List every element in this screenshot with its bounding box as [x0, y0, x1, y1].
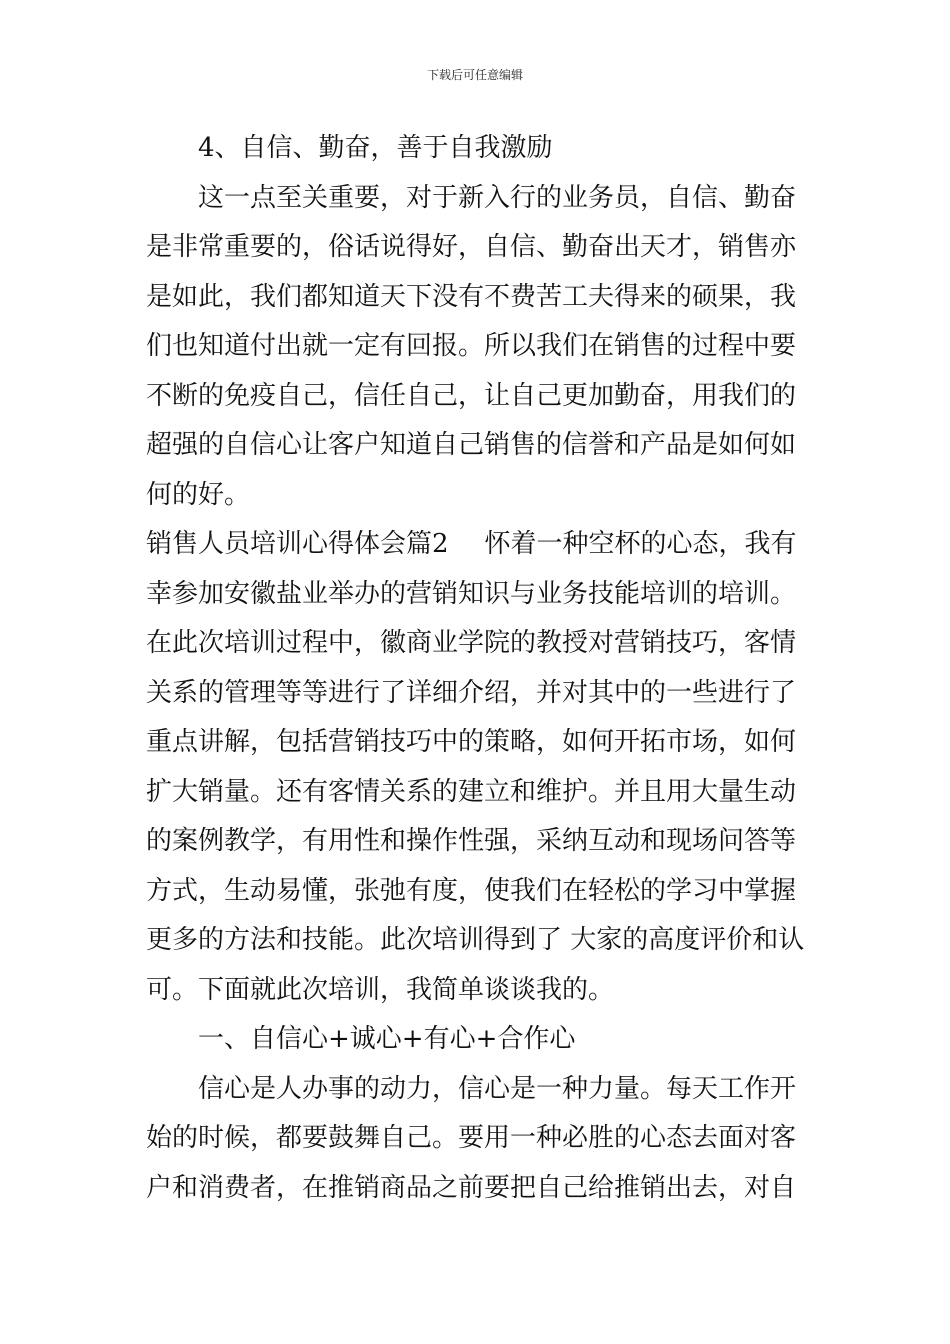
paragraph-line: 幸参加安徽盐业举办的营销知识与业务技能培训的培训。 [146, 578, 797, 609]
paragraph-line: 是如此，我们都知道天下没有不费苦工夫得来的硕果，我 [146, 281, 797, 312]
article-title: 销售人员培训心得体会篇2 [146, 529, 449, 559]
paragraph-line: 在此次培训过程中，徽商业学院的教授对营销技巧，客情 [146, 628, 797, 658]
paragraph-line: 信心是人办事的动力，信心是一种力量。每天工作开 [198, 1073, 797, 1104]
paragraph-line: 这一点至关重要，对于新入行的业务员，自信、勤奋 [198, 182, 797, 213]
paragraph-line: 关系的管理等等进行了详细介绍，并对其中的一些进行了 [146, 677, 797, 708]
paragraph-line: 们也知道付出就一定有回报。所以我们在销售的过程中要 [146, 331, 797, 361]
article-title-line [146, 520, 808, 570]
paragraph-line: 更多的方法和技能。此次培训得到了 大家的高度评价和认 [146, 925, 805, 955]
document-body [146, 124, 808, 1213]
paragraph-line: 是非常重要的，俗话说得好，自信、勤奋出天才，销售亦 [146, 232, 797, 262]
paragraph-line: 超强的自信心让客户知道自己销售的信誉和产品是如何如 [146, 430, 797, 460]
paragraph-line: 方式，生动易懂，张弛有度，使我们在轻松的学习中掌握 [146, 875, 797, 906]
paragraph-line: 户和消费者，在推销商品之前要把自己给推销出去，对自 [146, 1172, 797, 1203]
section-heading-1: 一、自信心+诚心+有心+合作心 [198, 1024, 576, 1054]
paragraph-line: 何的好。 [146, 479, 251, 510]
page-header: 下载后可任意编辑 [426, 68, 523, 82]
section-heading-4: 4、自信、勤奋，善于自我激励 [198, 133, 553, 163]
paragraph-line: 的案例教学，有用性和操作性强，采纳互动和现场问答等 [146, 826, 797, 856]
paragraph-line: 始的时候，都要鼓舞自己。要用一种必胜的心态去面对客 [146, 1123, 797, 1153]
paragraph-line: 重点讲解，包括营销技巧中的策略，如何开拓市场，如何 [146, 727, 797, 757]
paragraph-line: 不断的免疫自己，信任自己，让自己更加勤奋，用我们的 [146, 380, 797, 411]
paragraph-line: 扩大销量。还有客情关系的建立和维护。并且用大量生动 [146, 776, 797, 807]
paragraph-line: 可。下面就此次培训，我简单谈谈我的。 [146, 974, 615, 1005]
paragraph-start: 怀着一种空杯的心态，我有 [484, 529, 797, 559]
